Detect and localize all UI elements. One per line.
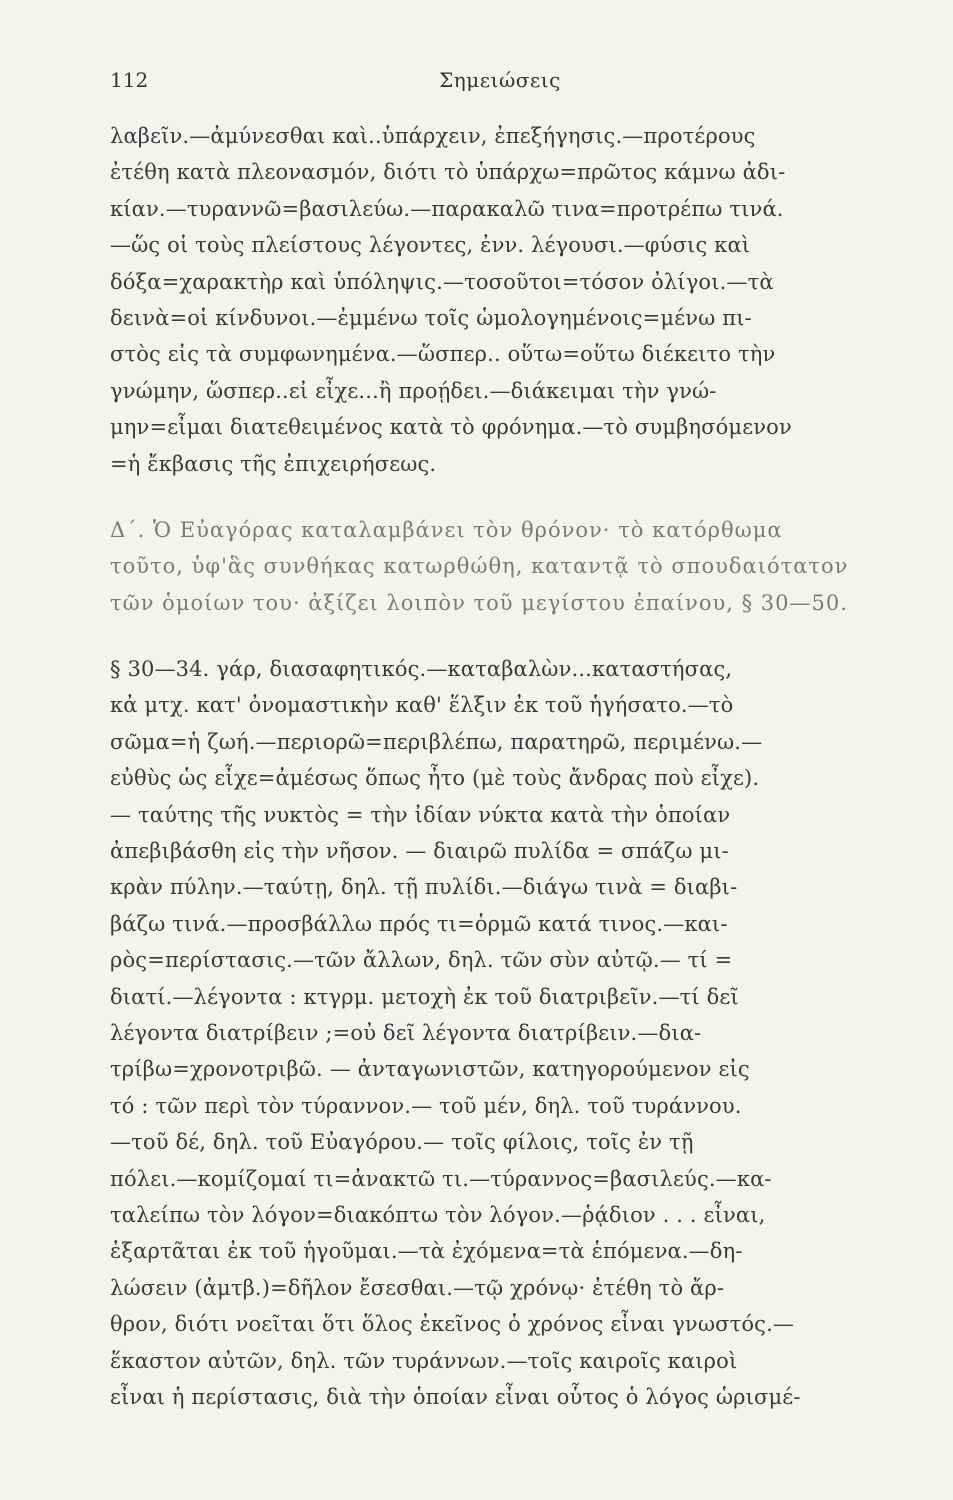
text-line: ρὸς=περίστασις.—τῶν ἄλλων, δηλ. τῶν σὺν αὐτῷ.— τί = <box>110 948 733 973</box>
spacer <box>110 621 930 651</box>
paragraph-1 <box>110 118 930 482</box>
text-line: θρον, διότι νοεῖται ὅτι ὅλος ἐκεῖνος ὁ χρόνος εἶναι γνωστός.— <box>110 1312 795 1337</box>
text-line: πόλει.—κομίζομαί τι=ἀνακτῶ τι.—τύραννος=βασιλεύς.—κα- <box>110 1166 772 1191</box>
text-line: — ταύτης τῆς νυκτὸς = τὴν ἰδίαν νύκτα κατὰ τὴν ὁποίαν <box>110 802 731 827</box>
text-line: =ἡ ἔκβασις τῆς ἐπιχειρήσεως. <box>110 451 437 476</box>
text-line: εἶναι ἡ περίστασις, διὰ τὴν ὁποίαν εἶναι οὗτος ὁ λόγος ὡρισμέ- <box>110 1384 801 1409</box>
text-line: λώσειν (ἀμτβ.)=δῆλον ἔσεσθαι.—τῷ χρόνῳ· ἐτέθη τὸ ἄρ- <box>110 1275 725 1300</box>
text-line: λαβεῖν.—ἀμύνεσθαι καὶ..ὑπάρχειν, ἐπεξήγησις.—προτέρους <box>110 124 756 148</box>
text-line: μην=εἶμαι διατεθειμένος κατὰ τὸ φρόνημα.—τὸ συμβησόμενον <box>110 415 792 440</box>
text-line: τρίβω=χρονοτριβῶ. — ἀνταγωνιστῶν, κατηγορούμενον εἰς <box>110 1057 750 1082</box>
text-line: κἀ μτχ. κατ' ὀνομαστικὴν καθ' ἕλξιν ἐκ τοῦ ἡγήσατο.—τὸ <box>110 693 734 718</box>
text-line: στὸς εἰς τὰ συμφωνημένα.—ὥσπερ.. οὕτω=οὕτω διέκειτο τὴν <box>110 342 776 367</box>
text-line: δεινὰ=οἱ κίνδυνοι.—ἐμμένω τοῖς ὡμολογημένοις=μένω πι- <box>110 305 752 330</box>
text-line: —ὥς οἱ τοὺς πλείστους λέγοντες, ἐνν. λέγουσι.—φύσις καὶ <box>110 233 751 258</box>
text-line: διατί.—λέγοντα : κτγρμ. μετοχὴ ἐκ τοῦ διατριβεῖν.—τί δεῖ <box>110 984 739 1009</box>
text-line: ἐτέθη κατὰ πλεονασμόν, διότι τὸ ὑπάρχω=πρῶτος κάμνω ἀδι- <box>110 160 786 185</box>
text-line: ταλείπω τὸν λόγον=διακόπτω τὸν λόγον.—ῥᾴδιον . . . εἶναι, <box>110 1202 766 1227</box>
text-line: δόξα=χαρακτὴρ καὶ ὑπόληψις.—τοσοῦτοι=τόσον ὀλίγοι.—τὰ <box>110 269 774 294</box>
text-line: ἐξαρτᾶται ἐκ τοῦ ἡγοῦμαι.—τὰ ἐχόμενα=τὰ ἑπόμενα.—δη- <box>110 1239 743 1264</box>
section-delta-line: τοῦτο, ὑφ'ἃς συνθήκας κατωρθώθη, καταντᾷ τὸ σπουδαιότατον <box>110 554 849 579</box>
text-line: ἕκαστον αὐτῶν, δηλ. τῶν τυράννων.—τοῖς καιροῖς καιροὶ <box>110 1348 738 1373</box>
section-30-34 <box>110 651 930 1415</box>
text-line: λέγοντα διατρίβειν ;=οὐ δεῖ λέγοντα διατρίβειν.—δια- <box>110 1020 702 1045</box>
text-line: § 30—34. γάρ, διασαφητικός.—καταβαλὼν...καταστήσας, <box>110 657 733 682</box>
section-delta-line: τῶν ὁμοίων του· ἀξίζει λοιπὸν τοῦ μεγίστου ἐπαίνου, § 30—50. <box>110 590 848 615</box>
text-line: ἀπεβιβάσθη εἰς τὴν νῆσον. — διαιρῶ πυλίδα = σπάζω μι- <box>110 839 729 864</box>
section-delta <box>110 512 930 621</box>
text-line: βάζω τινά.—προσβάλλω πρός τι=ὁρμῶ κατά τινος.—και- <box>110 911 728 936</box>
text-line: κίαν.—τυραννῶ=βασιλεύω.—παρακαλῶ τινα=προτρέπω τινά. <box>110 196 784 221</box>
spacer <box>110 482 930 512</box>
text-line: —τοῦ δέ, δηλ. τοῦ Εὐαγόρου.— τοῖς φίλοις, τοῖς ἐν τῇ <box>110 1130 694 1155</box>
text-line: τό : τῶν περὶ τὸν τύραννον.— τοῦ μέν, δηλ. τοῦ τυράννου. <box>110 1093 742 1118</box>
section-delta-line: Δ΄. Ὁ Εὐαγόρας καταλαμβάνει τὸν θρόνον· τὸ κατόρθωμα <box>110 517 783 542</box>
text-line: εὐθὺς ὡς εἶχε=ἀμέσως ὅπως ἦτο (μὲ τοὺς ἄνδρας ποὺ εἶχε). <box>110 766 760 791</box>
page-header <box>110 68 890 98</box>
text-line: κρὰν πύλην.—ταύτῃ, δηλ. τῇ πυλίδι.—διάγω τινὰ = διαβι- <box>110 875 738 900</box>
page-number: 112 <box>110 68 149 92</box>
running-title: Σημειώσεις <box>439 68 561 92</box>
text-line: σῶμα=ἡ ζωή.—περιορῶ=περιβλέπω, παρατηρῶ, περιμένω.— <box>110 729 763 754</box>
body-text <box>110 118 930 1415</box>
text-line: γνώμην, ὥσπερ..εἰ εἶχε...ἢ προῄδει.—διάκειμαι τὴν γνώ- <box>110 378 717 403</box>
